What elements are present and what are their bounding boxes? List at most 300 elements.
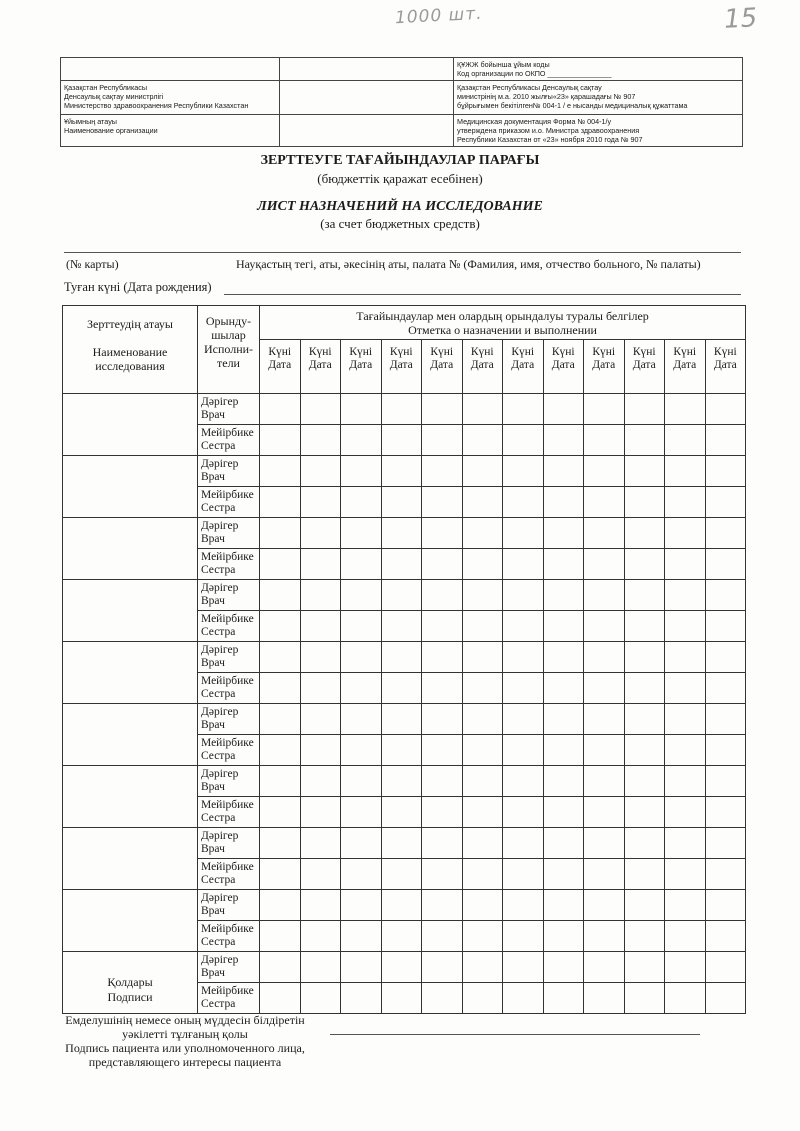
mark-cell[interactable] [543, 766, 584, 797]
mark-cell[interactable] [665, 766, 706, 797]
mark-cell[interactable] [300, 952, 341, 983]
mark-cell[interactable] [624, 983, 665, 1014]
mark-cell[interactable] [300, 890, 341, 921]
mark-cell[interactable] [543, 921, 584, 952]
study-header-ru: Наименование [92, 345, 168, 359]
patient-fill-line[interactable] [64, 252, 741, 253]
mark-cell[interactable] [543, 642, 584, 673]
mark-cell[interactable] [381, 487, 422, 518]
date-header-ru: Дата [308, 359, 332, 371]
mark-cell[interactable] [300, 859, 341, 890]
mark-cell[interactable] [584, 735, 625, 766]
mark-cell[interactable] [422, 394, 463, 425]
mark-cell[interactable] [543, 704, 584, 735]
mark-cell[interactable] [462, 890, 503, 921]
mark-cell[interactable] [260, 735, 301, 766]
mark-cell[interactable] [462, 766, 503, 797]
mark-cell[interactable] [503, 890, 544, 921]
mark-cell[interactable] [543, 983, 584, 1014]
mark-cell[interactable] [381, 828, 422, 859]
mark-cell[interactable] [584, 425, 625, 456]
date-column-header [584, 340, 625, 394]
mark-cell[interactable] [543, 580, 584, 611]
form-line: утверждена приказом и.о. Министра здравоохранения [457, 126, 640, 135]
study-name-cell[interactable] [63, 828, 198, 890]
nurse-role-kz: Мейірбике [201, 923, 254, 935]
mark-cell[interactable] [584, 828, 625, 859]
mark-cell[interactable] [584, 766, 625, 797]
mark-cell[interactable] [300, 425, 341, 456]
mark-cell[interactable] [381, 797, 422, 828]
mark-cell[interactable] [584, 394, 625, 425]
mark-cell[interactable] [705, 394, 746, 425]
mark-cell[interactable] [300, 580, 341, 611]
mark-cell[interactable] [624, 673, 665, 704]
mark-cell[interactable] [665, 580, 706, 611]
mark-cell[interactable] [462, 549, 503, 580]
mark-cell[interactable] [624, 425, 665, 456]
mark-cell[interactable] [260, 673, 301, 704]
mark-cell[interactable] [381, 983, 422, 1014]
mark-cell[interactable] [624, 704, 665, 735]
mark-cell[interactable] [462, 611, 503, 642]
mark-cell[interactable] [422, 921, 463, 952]
mark-cell[interactable] [300, 487, 341, 518]
doctor-role [198, 580, 260, 611]
mark-cell[interactable] [584, 859, 625, 890]
mark-cell[interactable] [422, 487, 463, 518]
mark-cell[interactable] [341, 456, 382, 487]
mark-cell[interactable] [422, 797, 463, 828]
mark-cell[interactable] [584, 921, 625, 952]
mark-cell[interactable] [260, 611, 301, 642]
mark-cell[interactable] [705, 859, 746, 890]
mark-cell[interactable] [624, 952, 665, 983]
mark-cell[interactable] [705, 704, 746, 735]
mark-cell[interactable] [381, 425, 422, 456]
date-header-ru: Дата [268, 359, 292, 371]
mark-cell[interactable] [705, 611, 746, 642]
mark-cell[interactable] [624, 549, 665, 580]
mark-cell[interactable] [341, 580, 382, 611]
handwritten-note: 1000 шт. [394, 3, 483, 29]
mark-cell[interactable] [705, 890, 746, 921]
mark-cell[interactable] [503, 549, 544, 580]
mark-cell[interactable] [260, 518, 301, 549]
mark-cell[interactable] [300, 518, 341, 549]
ministry-line: Министерство здравоохранения Республики Казахстан [64, 101, 249, 110]
mark-cell[interactable] [462, 456, 503, 487]
mark-cell[interactable] [624, 828, 665, 859]
nurse-role [198, 673, 260, 704]
mark-cell[interactable] [624, 890, 665, 921]
mark-cell[interactable] [462, 673, 503, 704]
mark-cell[interactable] [260, 890, 301, 921]
mark-cell[interactable] [422, 611, 463, 642]
mark-cell[interactable] [543, 828, 584, 859]
mark-cell[interactable] [624, 921, 665, 952]
mark-cell[interactable] [341, 487, 382, 518]
mark-cell[interactable] [665, 797, 706, 828]
form-cell [454, 115, 743, 147]
mark-cell[interactable] [422, 518, 463, 549]
birth-date-fill-line[interactable] [224, 294, 741, 295]
mark-cell[interactable] [300, 704, 341, 735]
order-cell [454, 81, 743, 115]
mark-cell[interactable] [665, 828, 706, 859]
mark-cell[interactable] [665, 983, 706, 1014]
mark-cell[interactable] [543, 859, 584, 890]
mark-cell[interactable] [260, 828, 301, 859]
mark-cell[interactable] [665, 673, 706, 704]
mark-cell[interactable] [705, 425, 746, 456]
mark-cell[interactable] [462, 952, 503, 983]
study-row [63, 890, 746, 921]
mark-cell[interactable] [624, 580, 665, 611]
mark-cell[interactable] [665, 921, 706, 952]
mark-cell[interactable] [462, 642, 503, 673]
mark-cell[interactable] [624, 735, 665, 766]
mark-cell[interactable] [503, 673, 544, 704]
mark-cell[interactable] [341, 983, 382, 1014]
mark-cell[interactable] [543, 394, 584, 425]
study-name-cell[interactable] [63, 580, 198, 642]
mark-cell[interactable] [543, 735, 584, 766]
mark-cell[interactable] [381, 580, 422, 611]
mark-cell[interactable] [665, 549, 706, 580]
mark-cell[interactable] [260, 549, 301, 580]
executors-header [198, 306, 260, 394]
mark-cell[interactable] [422, 890, 463, 921]
header-empty-middle [280, 58, 454, 81]
mark-cell[interactable] [665, 952, 706, 983]
mark-cell[interactable] [543, 673, 584, 704]
date-header-kz: Күні [713, 346, 737, 358]
nurse-role-kz: Мейірбике [201, 861, 254, 873]
mark-cell[interactable] [705, 983, 746, 1014]
mark-cell[interactable] [584, 549, 625, 580]
mark-cell[interactable] [341, 518, 382, 549]
mark-cell[interactable] [341, 952, 382, 983]
mark-cell[interactable] [462, 518, 503, 549]
mark-cell[interactable] [300, 611, 341, 642]
mark-cell[interactable] [624, 518, 665, 549]
mark-cell[interactable] [300, 549, 341, 580]
mark-cell[interactable] [341, 704, 382, 735]
mark-cell[interactable] [665, 394, 706, 425]
mark-cell[interactable] [584, 952, 625, 983]
nurse-role [198, 921, 260, 952]
mark-cell[interactable] [543, 549, 584, 580]
mark-cell[interactable] [543, 797, 584, 828]
mark-cell[interactable] [422, 580, 463, 611]
mark-cell[interactable] [300, 797, 341, 828]
mark-cell[interactable] [260, 859, 301, 890]
mark-cell[interactable] [341, 890, 382, 921]
mark-cell[interactable] [381, 766, 422, 797]
mark-cell[interactable] [260, 766, 301, 797]
mark-cell[interactable] [705, 952, 746, 983]
mark-cell[interactable] [422, 456, 463, 487]
mark-cell[interactable] [584, 611, 625, 642]
signature-caption-kz: уәкілетті тұлғаның қолы [122, 1027, 248, 1041]
mark-cell[interactable] [665, 642, 706, 673]
mark-cell[interactable] [705, 642, 746, 673]
patient-signature-line[interactable] [330, 1034, 700, 1035]
mark-cell[interactable] [503, 518, 544, 549]
doctor-role [198, 456, 260, 487]
signature-caption-kz: Емделушінің немесе оның мүддесін білдіретін [65, 1013, 305, 1027]
mark-cell[interactable] [341, 828, 382, 859]
mark-cell[interactable] [300, 642, 341, 673]
mark-cell[interactable] [503, 487, 544, 518]
study-name-cell[interactable] [63, 518, 198, 580]
mark-cell[interactable] [341, 673, 382, 704]
mark-cell[interactable] [462, 828, 503, 859]
mark-cell[interactable] [381, 859, 422, 890]
study-name-cell[interactable] [63, 642, 198, 704]
study-name-cell[interactable] [63, 890, 198, 952]
mark-cell[interactable] [381, 642, 422, 673]
study-name-cell[interactable] [63, 704, 198, 766]
header-box [60, 57, 743, 147]
mark-cell[interactable] [584, 642, 625, 673]
mark-cell[interactable] [503, 952, 544, 983]
mark-cell[interactable] [665, 859, 706, 890]
mark-cell[interactable] [381, 456, 422, 487]
mark-cell[interactable] [341, 735, 382, 766]
mark-cell[interactable] [260, 983, 301, 1014]
mark-cell[interactable] [260, 580, 301, 611]
mark-cell[interactable] [422, 735, 463, 766]
mark-cell[interactable] [341, 766, 382, 797]
mark-cell[interactable] [705, 828, 746, 859]
mark-cell[interactable] [462, 921, 503, 952]
organization-cell [61, 115, 280, 147]
date-column-header [422, 340, 463, 394]
nurse-role-kz: Мейірбике [201, 489, 254, 501]
mark-cell[interactable] [341, 394, 382, 425]
mark-cell[interactable] [260, 425, 301, 456]
mark-cell[interactable] [422, 425, 463, 456]
mark-cell[interactable] [584, 487, 625, 518]
mark-cell[interactable] [300, 921, 341, 952]
date-column-header [503, 340, 544, 394]
study-name-cell[interactable] [63, 394, 198, 456]
mark-cell[interactable] [624, 797, 665, 828]
mark-cell[interactable] [300, 673, 341, 704]
doctor-role-ru: Врач [201, 780, 225, 793]
mark-cell[interactable] [300, 766, 341, 797]
mark-cell[interactable] [341, 611, 382, 642]
nurse-role-kz: Мейірбике [201, 985, 254, 997]
mark-cell[interactable] [665, 487, 706, 518]
mark-cell[interactable] [381, 952, 422, 983]
mark-cell[interactable] [381, 394, 422, 425]
mark-cell[interactable] [422, 673, 463, 704]
mark-cell[interactable] [705, 549, 746, 580]
mark-cell[interactable] [462, 704, 503, 735]
mark-cell[interactable] [543, 952, 584, 983]
mark-cell[interactable] [705, 580, 746, 611]
mark-cell[interactable] [381, 735, 422, 766]
study-row [63, 580, 746, 611]
signature-row [63, 952, 746, 983]
mark-cell[interactable] [624, 766, 665, 797]
mark-cell[interactable] [422, 766, 463, 797]
mark-cell[interactable] [422, 983, 463, 1014]
mark-cell[interactable] [260, 456, 301, 487]
mark-cell[interactable] [665, 704, 706, 735]
mark-cell[interactable] [300, 735, 341, 766]
mark-cell[interactable] [584, 518, 625, 549]
study-name-cell[interactable] [63, 766, 198, 828]
doctor-role [198, 952, 260, 983]
executors-header-line: Орынду- [205, 314, 252, 328]
mark-cell[interactable] [624, 456, 665, 487]
mark-cell[interactable] [584, 456, 625, 487]
mark-cell[interactable] [503, 859, 544, 890]
mark-cell[interactable] [381, 673, 422, 704]
nurse-role-kz: Мейірбике [201, 799, 254, 811]
mark-cell[interactable] [422, 859, 463, 890]
mark-cell[interactable] [381, 549, 422, 580]
mark-cell[interactable] [260, 704, 301, 735]
mark-cell[interactable] [543, 611, 584, 642]
mark-cell[interactable] [260, 952, 301, 983]
mark-cell[interactable] [341, 921, 382, 952]
mark-cell[interactable] [705, 766, 746, 797]
signature-caption-ru: представляющего интересы пациента [88, 1055, 282, 1069]
study-row [63, 766, 746, 797]
mark-cell[interactable] [381, 518, 422, 549]
mark-cell[interactable] [584, 983, 625, 1014]
mark-cell[interactable] [503, 394, 544, 425]
mark-cell[interactable] [503, 580, 544, 611]
mark-cell[interactable] [584, 890, 625, 921]
mark-cell[interactable] [341, 859, 382, 890]
date-header-kz: Күні [592, 346, 616, 358]
mark-cell[interactable] [422, 704, 463, 735]
mark-cell[interactable] [624, 487, 665, 518]
date-header-ru: Дата [713, 359, 737, 371]
mark-cell[interactable] [381, 704, 422, 735]
mark-cell[interactable] [503, 921, 544, 952]
mark-cell[interactable] [705, 487, 746, 518]
mark-cell[interactable] [422, 828, 463, 859]
mark-cell[interactable] [341, 549, 382, 580]
mark-cell[interactable] [503, 642, 544, 673]
executors-header-line: тели [217, 356, 240, 370]
nurse-role-ru: Сестра [201, 625, 236, 638]
mark-cell[interactable] [422, 642, 463, 673]
mark-cell[interactable] [260, 487, 301, 518]
ministry-line: Қазақстан Республикасы [64, 83, 148, 92]
mark-cell[interactable] [705, 456, 746, 487]
mark-cell[interactable] [705, 921, 746, 952]
mark-cell[interactable] [584, 580, 625, 611]
mark-cell[interactable] [705, 518, 746, 549]
doctor-role-ru: Врач [201, 594, 225, 607]
mark-cell[interactable] [422, 549, 463, 580]
mark-cell[interactable] [665, 456, 706, 487]
mark-cell[interactable] [260, 921, 301, 952]
mark-cell[interactable] [705, 673, 746, 704]
mark-cell[interactable] [584, 797, 625, 828]
mark-cell[interactable] [503, 611, 544, 642]
study-header-ru: исследования [95, 359, 165, 373]
mark-cell[interactable] [260, 394, 301, 425]
mark-cell[interactable] [300, 828, 341, 859]
doctor-role-ru: Врач [201, 470, 225, 483]
date-column-header [624, 340, 665, 394]
mark-cell[interactable] [462, 425, 503, 456]
mark-cell[interactable] [665, 890, 706, 921]
mark-cell[interactable] [705, 797, 746, 828]
order-line: Қазақстан Республикасы Денсаулық сақтау [457, 83, 602, 92]
mark-cell[interactable] [260, 797, 301, 828]
mark-cell[interactable] [503, 735, 544, 766]
mark-cell[interactable] [543, 890, 584, 921]
mark-cell[interactable] [300, 983, 341, 1014]
mark-cell[interactable] [543, 425, 584, 456]
mark-cell[interactable] [503, 704, 544, 735]
mark-cell[interactable] [624, 611, 665, 642]
study-name-cell[interactable] [63, 456, 198, 518]
mark-cell[interactable] [462, 983, 503, 1014]
mark-cell[interactable] [705, 735, 746, 766]
mark-cell[interactable] [462, 394, 503, 425]
mark-cell[interactable] [584, 673, 625, 704]
mark-cell[interactable] [381, 890, 422, 921]
mark-cell[interactable] [462, 580, 503, 611]
doctor-role [198, 704, 260, 735]
mark-cell[interactable] [503, 797, 544, 828]
date-header-kz: Күні [673, 346, 697, 358]
mark-cell[interactable] [503, 425, 544, 456]
mark-cell[interactable] [503, 456, 544, 487]
mark-cell[interactable] [462, 859, 503, 890]
mark-cell[interactable] [300, 456, 341, 487]
mark-cell[interactable] [381, 921, 422, 952]
mark-cell[interactable] [503, 766, 544, 797]
mark-cell[interactable] [665, 425, 706, 456]
mark-cell[interactable] [260, 642, 301, 673]
mark-cell[interactable] [381, 611, 422, 642]
doctor-role-ru: Врач [201, 966, 225, 979]
mark-cell[interactable] [665, 735, 706, 766]
mark-cell[interactable] [503, 828, 544, 859]
mark-cell[interactable] [624, 394, 665, 425]
mark-cell[interactable] [624, 642, 665, 673]
mark-cell[interactable] [543, 518, 584, 549]
mark-cell[interactable] [503, 983, 544, 1014]
mark-cell[interactable] [543, 456, 584, 487]
mark-cell[interactable] [665, 518, 706, 549]
mark-cell[interactable] [665, 611, 706, 642]
mark-cell[interactable] [462, 797, 503, 828]
mark-cell[interactable] [341, 797, 382, 828]
mark-cell[interactable] [341, 642, 382, 673]
mark-cell[interactable] [584, 704, 625, 735]
mark-cell[interactable] [422, 952, 463, 983]
mark-cell[interactable] [462, 735, 503, 766]
mark-cell[interactable] [341, 425, 382, 456]
mark-cell[interactable] [624, 859, 665, 890]
mark-cell[interactable] [543, 487, 584, 518]
mark-cell[interactable] [462, 487, 503, 518]
mark-cell[interactable] [300, 394, 341, 425]
